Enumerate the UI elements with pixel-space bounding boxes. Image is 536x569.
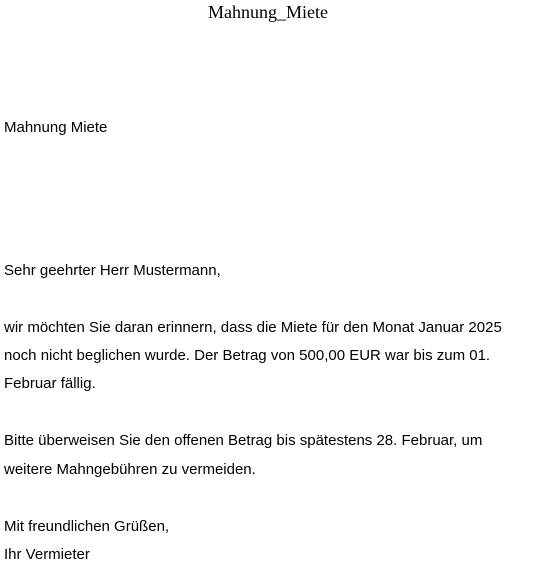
paragraph-2-line-1: Bitte überweisen Sie den offenen Betrag bis spätestens 28. Februar, um bbox=[4, 432, 483, 449]
document-title: Mahnung_Miete bbox=[208, 2, 328, 22]
subject-line: Mahnung Miete bbox=[4, 119, 108, 136]
paragraph-1-line-1: wir möchten Sie daran erinnern, dass die Miete für den Monat Januar 2025 bbox=[4, 319, 502, 336]
paragraph-1-line-2: noch nicht beglichen wurde. Der Betrag von 500,00 EUR war bis zum 01. bbox=[4, 347, 491, 364]
closing: Mit freundlichen Grüßen, bbox=[4, 518, 170, 535]
paragraph-2-line-2: weitere Mahngebühren zu vermeiden. bbox=[4, 461, 256, 478]
paragraph-1-line-3: Februar fällig. bbox=[4, 375, 96, 392]
signature: Ihr Vermieter bbox=[4, 546, 90, 563]
salutation: Sehr geehrter Herr Mustermann, bbox=[4, 262, 221, 279]
